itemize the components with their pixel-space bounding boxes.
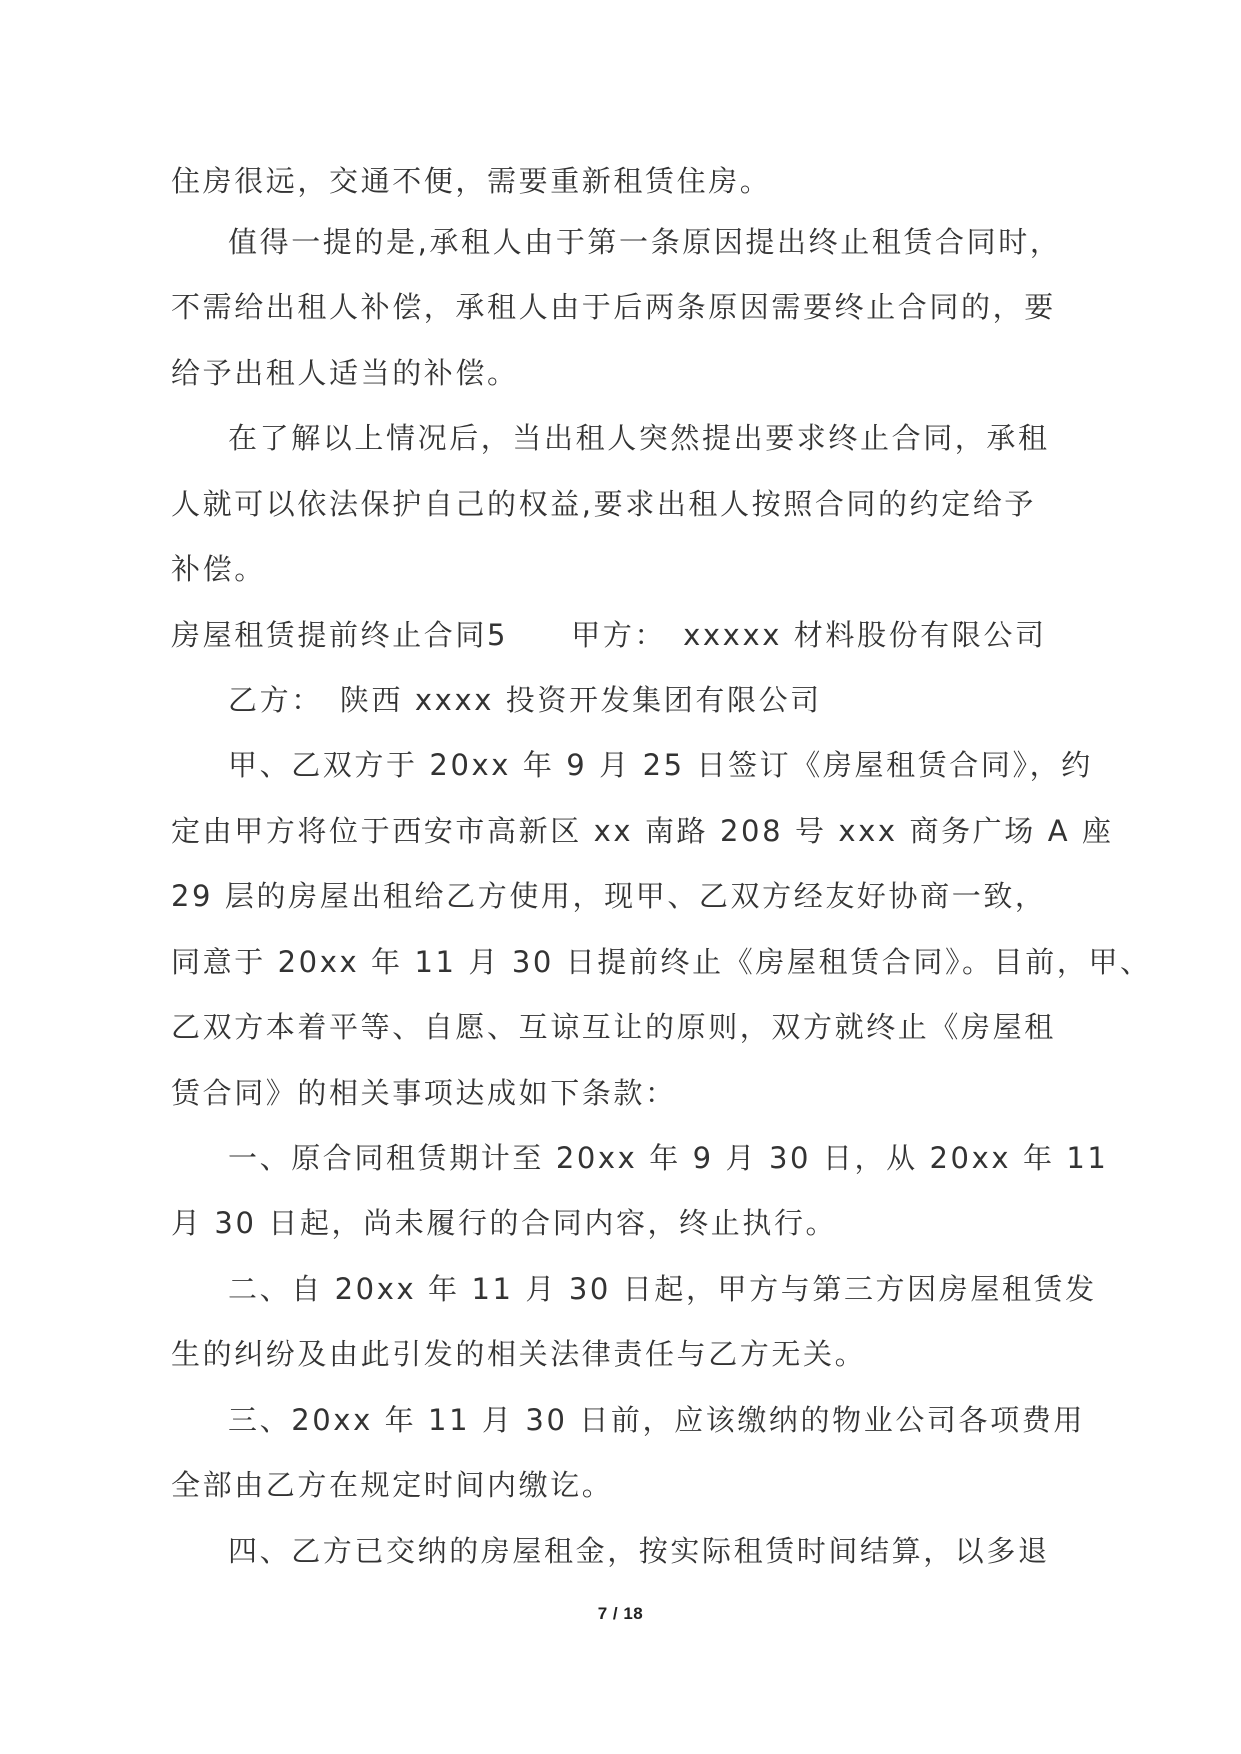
page-number: 7 / 18 — [597, 1604, 644, 1623]
section-heading-line: 房屋租赁提前终止合同5 甲方： xxxxx 材料股份有限公司 — [171, 618, 1047, 652]
text-line: 不需给出租人补偿，承租人由于后两条原因需要终止合同的，要 — [171, 290, 1056, 324]
text-line: 29 层的房屋出租给乙方使用，现甲、乙双方经友好协商一致， — [171, 879, 1047, 913]
text-line: 赁合同》的相关事项达成如下条款： — [171, 1076, 677, 1110]
text-line: 乙方： 陕西 xxxx 投资开发集团有限公司 — [228, 683, 822, 717]
text-line: 生的纠纷及由此引发的相关法律责任与乙方无关。 — [171, 1337, 867, 1371]
text-line: 全部由乙方在规定时间内缴讫。 — [171, 1468, 614, 1502]
text-line: 甲、乙双方于 20xx 年 9 月 25 日签订《房屋租赁合同》，约 — [228, 748, 1093, 782]
text-line: 月 30 日起，尚未履行的合同内容，终止执行。 — [171, 1206, 838, 1240]
text-line: 人就可以依法保护自己的权益,要求出租人按照合同的约定给予 — [171, 487, 1037, 521]
text-line: 值得一提的是,承租人由于第一条原因提出终止租赁合同时， — [228, 225, 1062, 259]
text-line: 三、20xx 年 11 月 30 日前，应该缴纳的物业公司各项费用 — [228, 1403, 1085, 1437]
text-line: 定由甲方将位于西安市高新区 xx 南路 208 号 xxx 商务广场 A 座 — [171, 814, 1114, 848]
text-line: 在了解以上情况后，当出租人突然提出要求终止合同，承租 — [228, 421, 1050, 455]
text-line: 一、原合同租赁期计至 20xx 年 9 月 30 日，从 20xx 年 11 — [228, 1141, 1109, 1175]
text-line: 四、乙方已交纳的房屋租金，按实际租赁时间结算，以多退 — [228, 1534, 1050, 1568]
text-line: 住房很远，交通不便，需要重新租赁住房。 — [171, 164, 772, 198]
text-line: 补偿。 — [171, 552, 266, 586]
text-line: 二、自 20xx 年 11 月 30 日起，甲方与第三方因房屋租赁发 — [228, 1272, 1097, 1306]
text-line: 给予出租人适当的补偿。 — [171, 356, 519, 390]
text-line: 乙双方本着平等、自愿、互谅互让的原则，双方就终止《房屋租 — [171, 1010, 1056, 1044]
text-line: 同意于 20xx 年 11 月 30 日提前终止《房屋租赁合同》。目前，甲、 — [171, 945, 1152, 979]
